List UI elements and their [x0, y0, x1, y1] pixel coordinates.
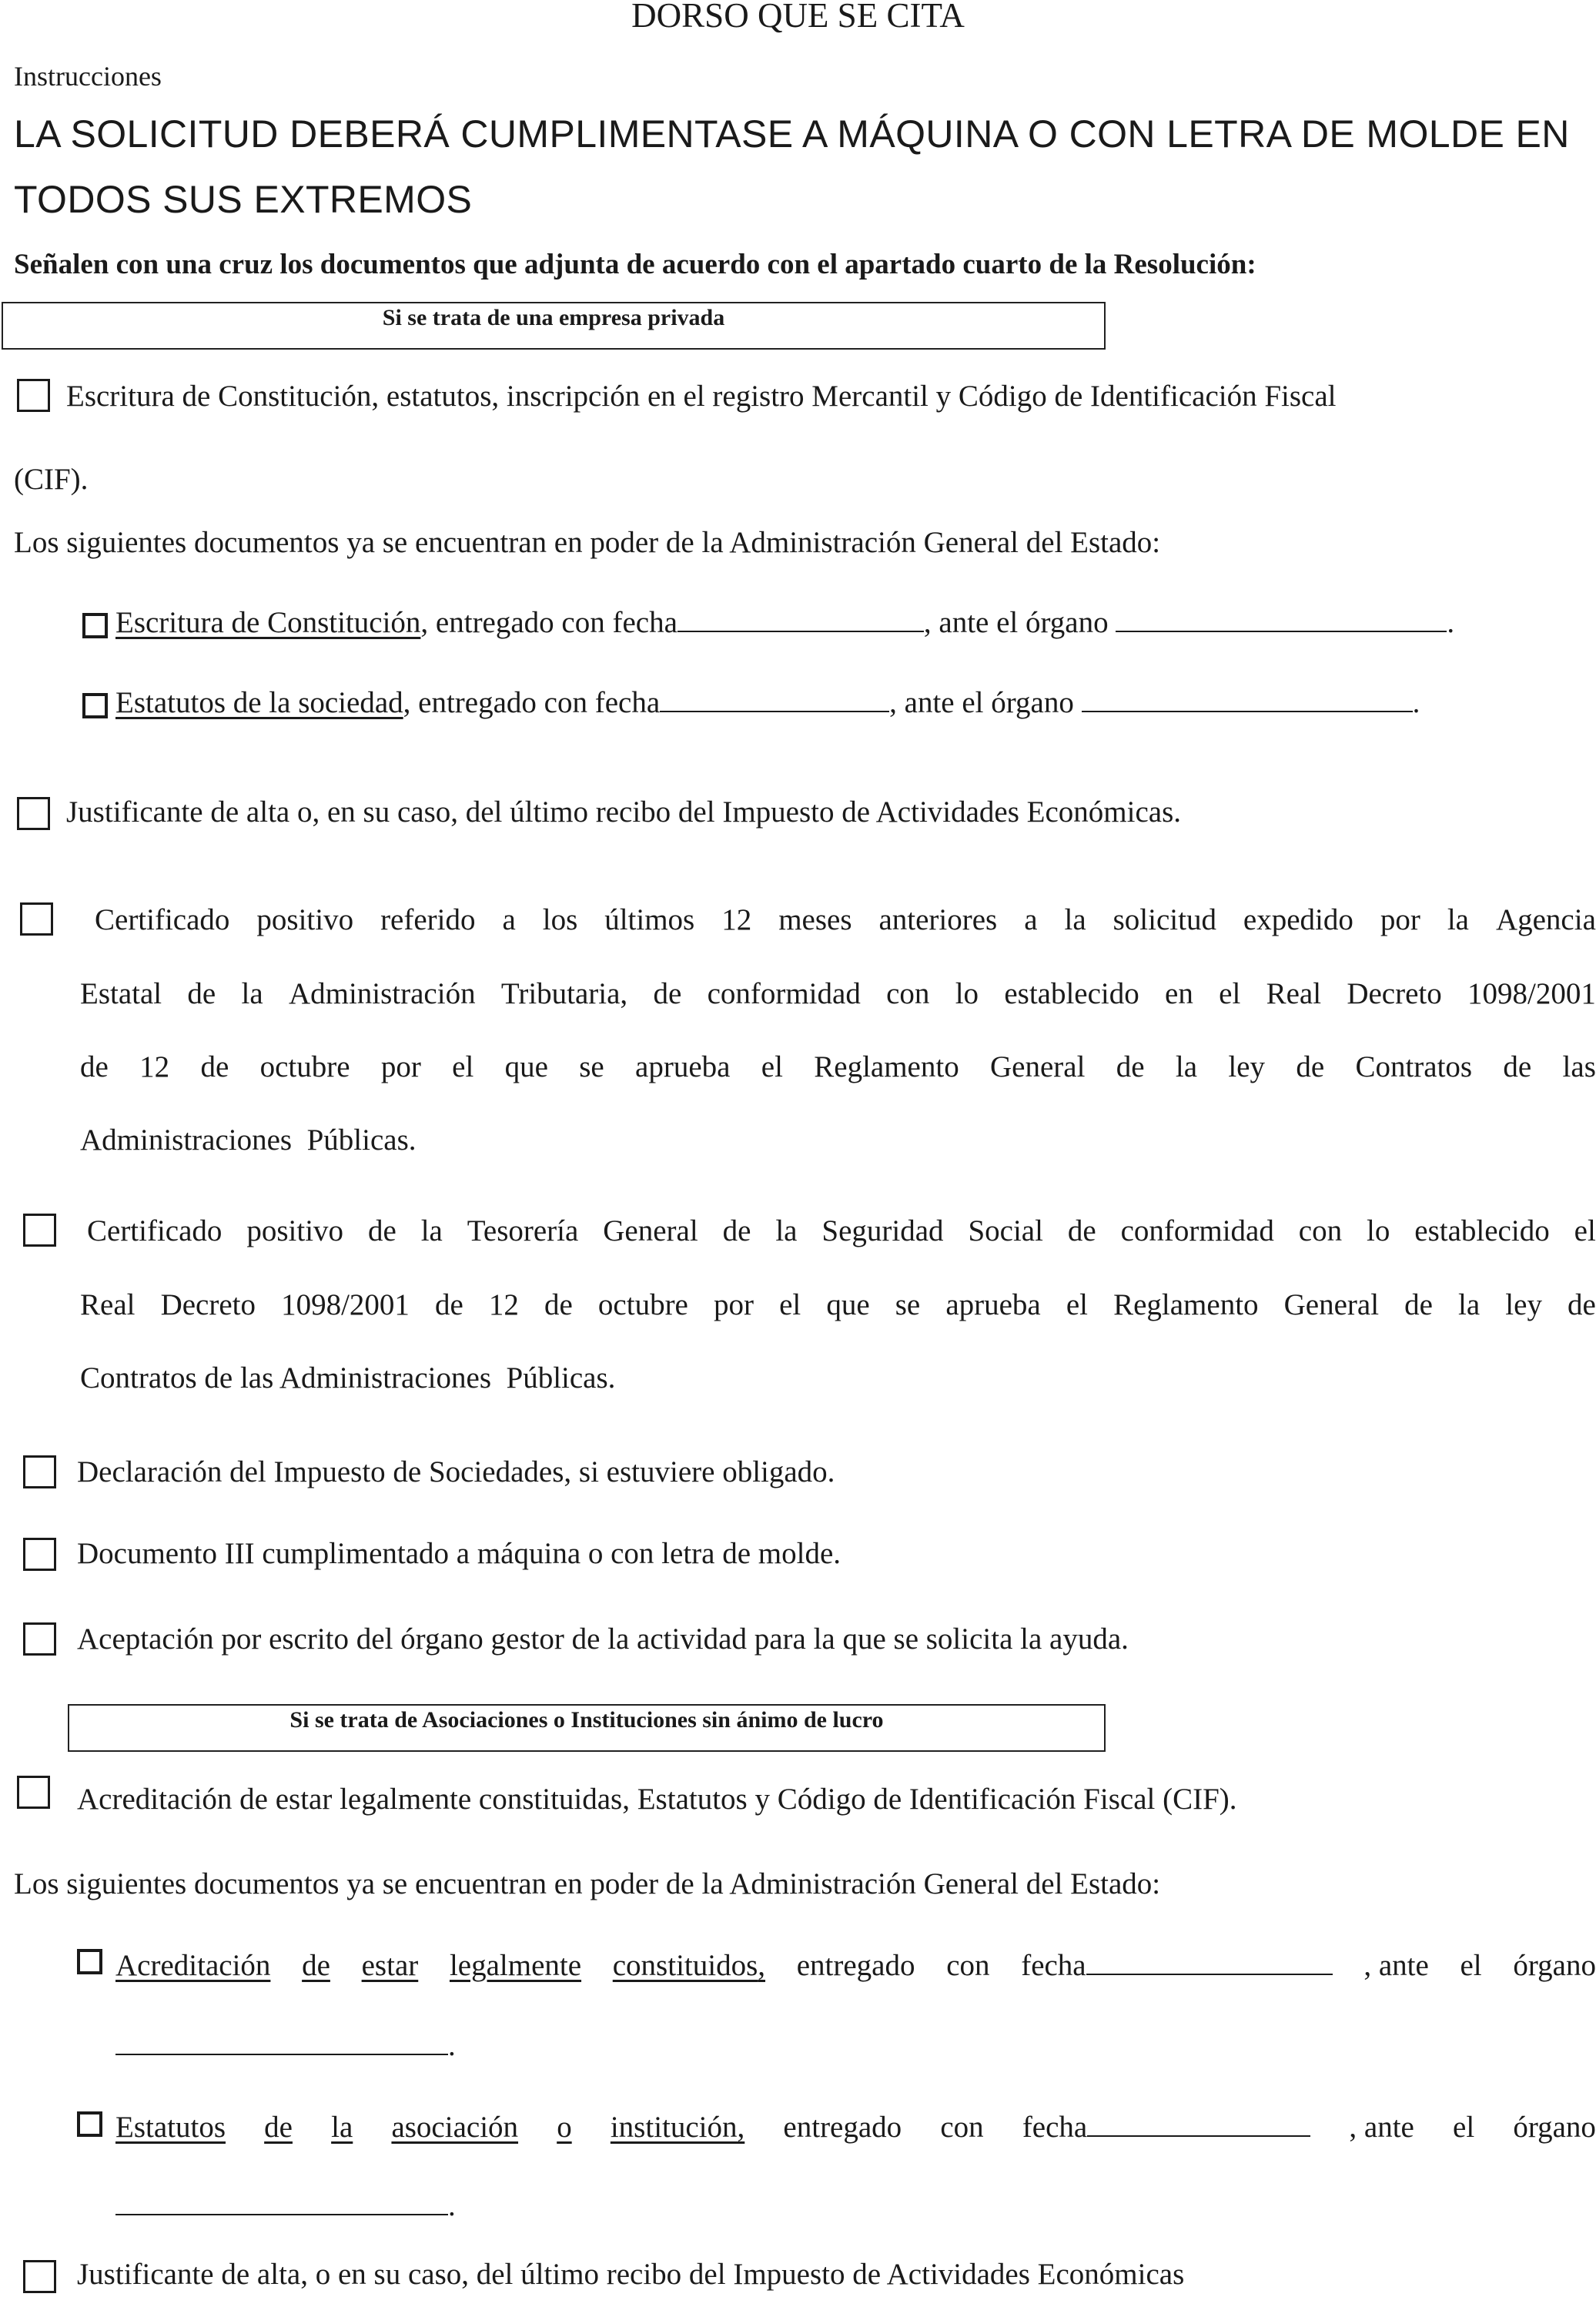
date-field-estatutos-asociacion[interactable]: [1087, 2112, 1310, 2137]
checkbox-acreditacion-entregada[interactable]: [77, 1949, 102, 1974]
checkbox-declaracion-sociedades[interactable]: [23, 1455, 56, 1488]
checkbox-justificante-alta[interactable]: [17, 797, 50, 830]
word: el: [1460, 1949, 1482, 1982]
word: de: [187, 977, 216, 1010]
sub-estatutos-asociacion-doc-word: institución,: [610, 2111, 745, 2144]
word: expedido: [1243, 903, 1353, 936]
word: , ante: [1349, 2111, 1414, 2144]
word: meses: [778, 903, 852, 936]
word: la: [1458, 1288, 1481, 1321]
word: referido: [380, 903, 476, 936]
word: General: [603, 1214, 698, 1247]
word: con: [1298, 1214, 1343, 1247]
item-acreditacion-constituidas: Acreditación de estar legalmente constituidas, Estatutos y Código de Identificación Fiscal (CIF).: [77, 1783, 1237, 1816]
page-title: DORSO QUE SE CITA: [631, 0, 965, 35]
sub-escritura-doc: Escritura de Constitución: [115, 606, 421, 639]
word: Administración: [288, 977, 476, 1010]
word: de: [435, 1288, 463, 1321]
admin-note-2: Los siguientes documentos ya se encuentran en poder de la Administración General del Estado:: [14, 1867, 1161, 1900]
word: de: [1296, 1050, 1325, 1083]
word: fecha: [1021, 1948, 1332, 1983]
date-field-escritura[interactable]: [678, 608, 924, 632]
sub-estatutos-asociacion-doc-word: de: [264, 2111, 293, 2144]
sub-estatutos-doc: Estatutos de la sociedad: [115, 686, 403, 719]
item-certificado-agencia-line-4: Administraciones Públicas.: [80, 1123, 417, 1157]
sub-estatutos-asociacion-doc-word: Estatutos: [115, 2111, 226, 2144]
section-asociaciones-title: Si se trata de Asociaciones o Instituciones sin ánimo de lucro: [289, 1707, 884, 1733]
word: la: [420, 1214, 443, 1247]
sub-escritura-mid: , entregado con fecha: [420, 606, 678, 639]
word: 12: [139, 1050, 170, 1083]
word: aprueba: [945, 1288, 1041, 1321]
sub-escritura-organ: , ante el órgano: [923, 606, 1109, 639]
item-certificado-agencia-line-3: [80, 1050, 1596, 1084]
word: Agencia: [1495, 903, 1596, 936]
word: de: [1404, 1288, 1433, 1321]
word: el: [1066, 1288, 1088, 1321]
word: el: [452, 1050, 474, 1083]
item-certificado-ss-line-1: [87, 1214, 1596, 1248]
word: 1098/2001: [281, 1288, 410, 1321]
word: de: [367, 1214, 396, 1247]
word: Decreto: [1347, 977, 1442, 1010]
word: Seguridad: [821, 1214, 944, 1247]
word: de: [1067, 1214, 1096, 1247]
word: 1098/2001: [1467, 977, 1596, 1010]
checkbox-certificado-agencia[interactable]: [20, 902, 53, 936]
word: por: [713, 1288, 754, 1321]
section-private-company-header: [2, 302, 1106, 350]
item-justificante-alta: Justificante de alta o, en su caso, del último recibo del Impuesto de Actividades Económicas.: [66, 795, 1182, 829]
item-justificante-alta-asociacion: Justificante de alta, o en su caso, del último recibo del Impuesto de Actividades Económicas: [77, 2258, 1185, 2291]
word: solicitud: [1113, 903, 1216, 936]
sub-estatutos-mid: , entregado con fecha: [403, 686, 661, 719]
sub-acreditacion-doc-word: de: [302, 1949, 330, 1982]
word: Social: [968, 1214, 1043, 1247]
word: de: [80, 1050, 109, 1083]
item-certificado-ss-line-3: Contratos de las Administraciones Públicas.: [80, 1361, 616, 1395]
word: se: [579, 1050, 604, 1083]
organ-field-acreditacion[interactable]: [115, 2031, 448, 2055]
instruction-note: Señalen con una cruz los documentos que adjunta de acuerdo con el apartado cuarto de la Resolución:: [14, 249, 1256, 280]
sub-estatutos-asociacion-doc-word: la: [331, 2111, 353, 2144]
word: Tesorería: [467, 1214, 579, 1247]
checkbox-estatutos-asociacion[interactable]: [77, 2111, 102, 2137]
sub-acreditacion-doc-word: estar: [361, 1949, 419, 1982]
checkbox-aceptacion-organo[interactable]: [23, 1622, 56, 1656]
instructions-label: Instrucciones: [14, 61, 162, 92]
item-aceptacion-organo: Aceptación por escrito del órgano gestor de la actividad para la que se solicita la ayuda.: [77, 1622, 1129, 1656]
checkbox-justificante-alta-asociacion[interactable]: [23, 2260, 56, 2293]
word: que: [826, 1288, 870, 1321]
word: de: [1568, 1288, 1596, 1321]
word: Estatal: [80, 977, 162, 1010]
sub-acreditacion-doc-word: constituidos,: [612, 1949, 766, 1982]
section-private-company-title: Si se trata de una empresa privada: [382, 305, 725, 330]
word: la: [775, 1214, 798, 1247]
word: , ante: [1363, 1949, 1429, 1982]
word: lo: [955, 977, 979, 1010]
word: positivo: [246, 1214, 344, 1247]
word: Real: [1266, 977, 1322, 1010]
word: Certificado: [87, 1214, 223, 1247]
organ-field-estatutos[interactable]: [1082, 688, 1413, 712]
word: la: [1447, 903, 1469, 936]
checkbox-certificado-seguridad-social[interactable]: [23, 1214, 56, 1247]
word: de: [722, 1214, 751, 1247]
sub-estatutos-asociacion-doc-word: asociación: [391, 2111, 519, 2144]
checkbox-acreditacion-constituidas[interactable]: [17, 1776, 50, 1809]
word: ley: [1228, 1050, 1265, 1083]
sub-escritura-entregada: [115, 605, 1454, 640]
item-declaracion-sociedades: Declaración del Impuesto de Sociedades, si estuviere obligado.: [77, 1455, 835, 1488]
word: Real: [80, 1288, 136, 1321]
sub-escritura-end: .: [1447, 606, 1455, 639]
item-escritura-line-1: Escritura de Constitución, estatutos, inscripción en el registro Mercantil y Código de Identificación Fiscal: [66, 380, 1337, 413]
word: en: [1165, 977, 1193, 1010]
word: a: [502, 903, 516, 936]
headline-line-1: LA SOLICITUD DEBERÁ CUMPLIMENTASE A MÁQUINA O CON LETRA DE MOLDE EN: [14, 112, 1570, 156]
word: por: [380, 1050, 421, 1083]
sub-acreditacion-line-1: [115, 1948, 1596, 1983]
sub-estatutos-asociacion-doc-word: o: [557, 2111, 572, 2144]
item-certificado-ss-line-2: [80, 1287, 1596, 1322]
sub-estatutos-asociacion-line-1: [115, 2110, 1596, 2145]
word: con: [886, 977, 930, 1010]
word: establecido: [1414, 1214, 1550, 1247]
word: el: [1453, 2111, 1475, 2144]
checkbox-estatutos-sociedad[interactable]: [82, 693, 108, 718]
word: órgano: [1513, 2111, 1596, 2144]
word: entregado: [783, 2111, 902, 2144]
word: conformidad: [1120, 1214, 1274, 1247]
word: anteriores: [878, 903, 998, 936]
word: de: [544, 1288, 573, 1321]
word: establecido: [1004, 977, 1139, 1010]
word: la: [1175, 1050, 1198, 1083]
sub-acreditacion-doc-word: Acreditación: [115, 1949, 271, 1982]
word: octubre: [259, 1050, 350, 1083]
word: lo: [1367, 1214, 1390, 1247]
punctuation: ,: [737, 2111, 745, 2144]
word: de: [653, 977, 682, 1010]
sub-estatutos-asociacion-end: .: [448, 2189, 456, 2222]
word: aprueba: [635, 1050, 731, 1083]
word: Certificado: [95, 903, 230, 936]
item-certificado-agencia-line-1: [95, 902, 1596, 937]
sub-acreditacion-end: .: [448, 2029, 456, 2062]
word: se: [895, 1288, 921, 1321]
organ-field-escritura[interactable]: [1116, 608, 1447, 632]
word: conformidad: [707, 977, 861, 1010]
item-documento-iii: Documento III cumplimentado a máquina o con letra de molde.: [77, 1537, 841, 1570]
word: a: [1024, 903, 1038, 936]
word: Reglamento: [814, 1050, 959, 1083]
word: General: [990, 1050, 1086, 1083]
word: que: [504, 1050, 548, 1083]
word: Reglamento: [1113, 1288, 1259, 1321]
organ-field-estatutos-asociacion[interactable]: [115, 2191, 448, 2215]
word: los: [542, 903, 578, 936]
word: la: [1064, 903, 1086, 936]
checkbox-escritura-constitucion[interactable]: [17, 379, 50, 412]
item-certificado-agencia-line-2: [80, 976, 1596, 1011]
word: de: [1503, 1050, 1532, 1083]
sub-estatutos-organ: , ante el órgano: [889, 686, 1074, 719]
date-field-acreditacion[interactable]: [1086, 1950, 1333, 1975]
word: 12: [488, 1288, 519, 1321]
word: la: [241, 977, 263, 1010]
headline-line-2: TODOS SUS EXTREMOS: [14, 178, 473, 221]
word: ley: [1505, 1288, 1542, 1321]
word: de: [200, 1050, 229, 1083]
word: Contratos: [1355, 1050, 1473, 1083]
word: octubre: [597, 1288, 688, 1321]
item-escritura-line-2: (CIF).: [14, 463, 89, 496]
sub-acreditacion-line-2: [115, 2028, 456, 2063]
admin-note-1: Los siguientes documentos ya se encuentran en poder de la Administración General del Estado:: [14, 526, 1161, 559]
word: últimos: [604, 903, 695, 936]
sub-estatutos-end: .: [1412, 686, 1420, 719]
word: el: [1219, 977, 1241, 1010]
word: con: [940, 2111, 984, 2144]
word: Decreto: [160, 1288, 256, 1321]
sub-estatutos-asociacion-line-2: [115, 2188, 456, 2223]
date-field-estatutos[interactable]: [660, 688, 889, 712]
sub-acreditacion-doc-word: legalmente: [449, 1949, 582, 1982]
section-asociaciones-header: [68, 1704, 1106, 1752]
word: por: [1380, 903, 1420, 936]
sub-estatutos-sociedad: [115, 685, 1420, 720]
word: Tributaria,: [500, 977, 628, 1010]
word: el: [1574, 1214, 1596, 1247]
word: con: [946, 1949, 990, 1982]
word: órgano: [1513, 1949, 1596, 1982]
word: General: [1283, 1288, 1380, 1321]
word: entregado: [796, 1949, 915, 1982]
word: de: [1116, 1050, 1145, 1083]
checkbox-documento-iii[interactable]: [23, 1538, 56, 1571]
word: 12: [721, 903, 752, 936]
word: el: [761, 1050, 783, 1083]
checkbox-escritura-entregada[interactable]: [82, 613, 108, 638]
punctuation: ,: [758, 1949, 766, 1982]
word: fecha: [1022, 2110, 1310, 2145]
word: positivo: [256, 903, 354, 936]
word: el: [779, 1288, 801, 1321]
word: las: [1562, 1050, 1596, 1083]
